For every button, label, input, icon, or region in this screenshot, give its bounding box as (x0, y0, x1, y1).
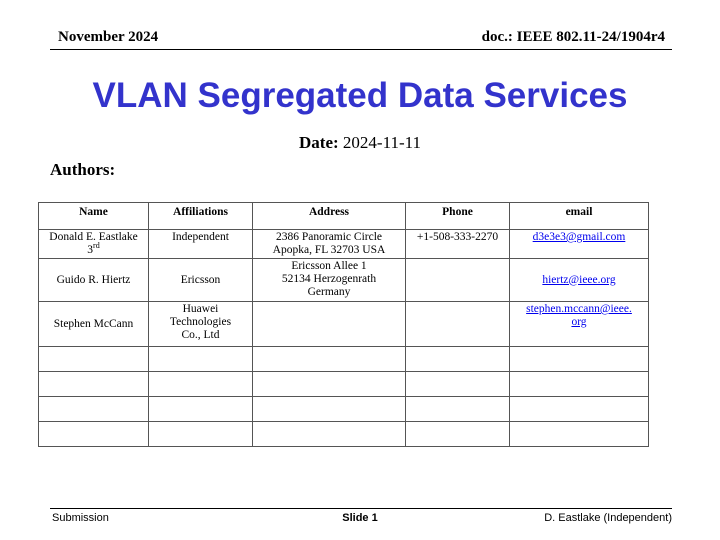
table-row (39, 259, 649, 302)
table-row-empty (39, 422, 649, 447)
cell-name: Stephen McCann (39, 302, 149, 347)
cell-name (39, 230, 149, 259)
footer-author: D. Eastlake (Independent) (544, 512, 672, 524)
table-row (39, 302, 649, 347)
column-header-address: Address (253, 203, 406, 230)
table-row (39, 230, 649, 259)
affiliation-line: Co., Ltd (181, 329, 220, 341)
column-header-phone: Phone (406, 203, 510, 230)
column-header-email: email (510, 203, 649, 230)
footer-submission: Submission (52, 512, 109, 524)
table-row-empty (39, 347, 649, 372)
cell-email (510, 230, 649, 259)
date-line (0, 133, 720, 153)
email-link[interactable]: d3e3e3@gmail.com (532, 231, 626, 243)
header-date: November 2024 (58, 29, 159, 45)
footer-divider (50, 508, 672, 509)
column-header-name: Name (39, 203, 149, 230)
address-line: Apopka, FL 32703 USA (272, 244, 386, 256)
cell-address (253, 230, 406, 259)
author-name-suffix: 3 (87, 244, 94, 256)
affiliation-line: Huawei (182, 303, 219, 315)
date-label: Date: (299, 133, 339, 152)
affiliation-line: Technologies (169, 316, 232, 328)
cell-address (253, 259, 406, 302)
column-header-affiliations: Affiliations (149, 203, 253, 230)
cell-name: Guido R. Hiertz (39, 259, 149, 302)
email-link[interactable]: hiertz@ieee.org (542, 273, 616, 286)
email-link-continued[interactable]: org (571, 316, 587, 328)
authors-table (38, 202, 649, 447)
address-line: 52134 Herzogenrath (281, 273, 377, 285)
footer-slide-number: Slide 1 (342, 512, 378, 524)
cell-address (253, 302, 406, 347)
table-row-empty (39, 372, 649, 397)
author-name: Donald E. Eastlake (49, 231, 138, 243)
table-row-empty (39, 397, 649, 422)
address-line: Ericsson Allee 1 (291, 260, 367, 272)
cell-email (510, 302, 649, 347)
cell-affiliation: Independent (149, 230, 253, 259)
cell-affiliation (149, 302, 253, 347)
email-link[interactable]: stephen.mccann@ieee. (526, 303, 632, 315)
date-value: 2024-11-11 (342, 133, 421, 152)
header-divider (50, 49, 672, 50)
slide-title: VLAN Segregated Data Services (92, 76, 628, 115)
cell-email (510, 259, 649, 302)
address-line: Germany (307, 286, 351, 298)
author-name-suffix-sup: rd (93, 241, 100, 251)
cell-phone (406, 302, 510, 347)
cell-phone: +1-508-333-2270 (406, 230, 510, 259)
header-doc-id: doc.: IEEE 802.11-24/1904r4 (481, 29, 665, 45)
cell-phone (406, 259, 510, 302)
table-header-row (39, 203, 649, 230)
authors-heading: Authors: (50, 160, 116, 179)
address-line: 2386 Panoramic Circle (275, 231, 383, 243)
cell-affiliation: Ericsson (149, 259, 253, 302)
